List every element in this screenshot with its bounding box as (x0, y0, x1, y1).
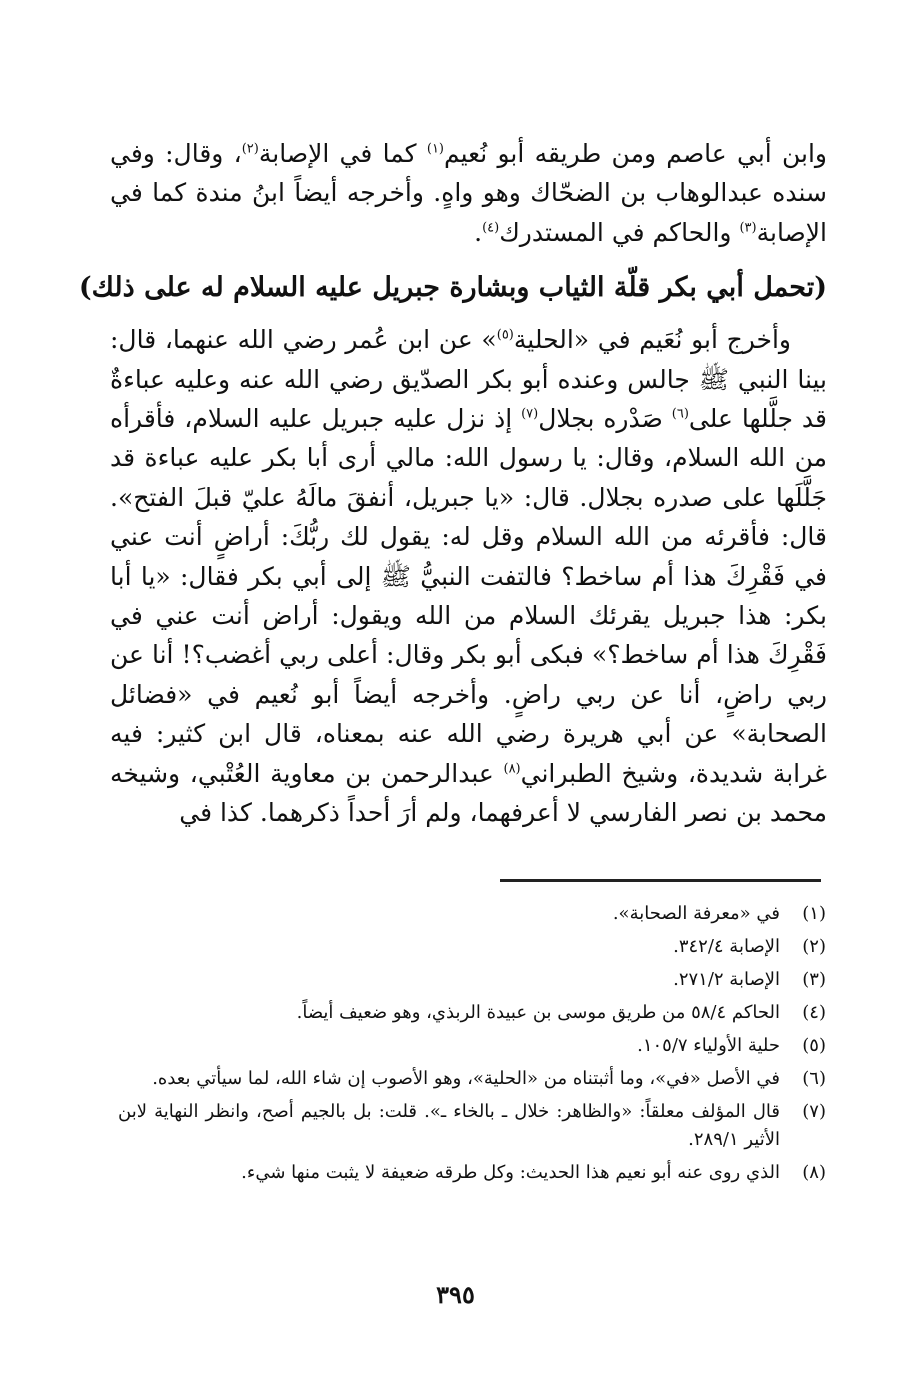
section-paragraph (110, 320, 827, 832)
intro-text-c: ، وقال: وفي سنده عبدالوهاب بن الضحّاك وهو واهٍ. وأخرجه أيضاً ابنُ مندة كما في الإصابة (110, 139, 827, 247)
footnote-item (118, 900, 826, 928)
intro-text-b: كما في الإصابة (258, 139, 427, 168)
footnote-number: (٦) (802, 1068, 826, 1089)
footnote-text: الإصابة ٣٤٢/٤. (673, 936, 780, 957)
footnote-ref-3: (٣) (739, 220, 757, 236)
footnote-item (118, 966, 826, 994)
footnote-ref-5: (٥) (496, 327, 514, 343)
footnote-text: قال المؤلف معلقاً: «والظاهر: خلال ـ بالخاء ـ». قلت: بل بالجيم أصح، وانظر النهاية لابن الأثير ٢٨٩/١. (118, 1101, 780, 1150)
footnote-separator (500, 879, 821, 882)
section-text-b: » عن ابن عُمر رضي الله عنهما، قال: بينا النبي ﷺ جالس وعنده أبو بكر الصدّيق رضي الله عنه وعليه عباءةٌ قد جلَّلها على (110, 325, 827, 434)
intro-text-e: . (474, 217, 483, 247)
footnote-item (118, 1032, 826, 1060)
main-text (78, 134, 828, 833)
footnote-number: (٢) (802, 936, 826, 957)
section-text-c: صَدْره بجلال (538, 404, 672, 434)
footnote-text: حلية الأولياء ١٠٥/٧. (637, 1035, 780, 1056)
footnote-number: (٤) (802, 1002, 826, 1023)
footnote-ref-1: (١) (426, 141, 444, 157)
footnote-item (118, 1065, 826, 1093)
footnote-item (118, 1098, 826, 1154)
footnote-item (118, 999, 826, 1027)
footnote-text: في «معرفة الصحابة». (612, 903, 780, 924)
footnote-number: (٧) (802, 1101, 826, 1122)
footnote-text: الذي روى عنه أبو نعيم هذا الحديث: وكل طرقه ضعيفة لا يثبت منها شيء. (241, 1162, 780, 1183)
intro-text-d: والحاكم في المستدرك (499, 217, 740, 247)
footnote-item (118, 933, 826, 961)
footnote-text: الإصابة ٢٧١/٢. (673, 969, 780, 990)
footnote-number: (٣) (802, 969, 826, 990)
footnote-ref-8: (٨) (503, 761, 521, 777)
intro-paragraph (110, 134, 827, 252)
footnote-text: في الأصل «في»، وما أثبتناه من «الحلية»، وهو الأصوب إن شاء الله، لما سيأتي بعده. (152, 1068, 780, 1089)
section-text-a: وأخرج أبو نُعَيم في «الحلية (513, 325, 792, 355)
footnote-item (118, 1159, 826, 1187)
footnote-ref-6: (٦) (671, 406, 689, 422)
footnotes (118, 900, 826, 1192)
footnote-number: (٨) (802, 1162, 826, 1183)
section-text-e: عبدالرحمن بن معاوية العُتْبي، وشيخه محمد بن نصر الفارسي لا أعرفهما، ولم أرَ أحداً ذكرهما. كذا في (110, 758, 827, 828)
footnote-ref-4: (٤) (482, 220, 500, 236)
intro-text-a: وابن أبي عاصم ومن طريقه أبو نُعيم (444, 139, 828, 168)
page-number: ٣٩٥ (436, 1280, 475, 1309)
footnote-ref-7: (٧) (521, 406, 539, 422)
footnote-number: (١) (802, 903, 826, 924)
footnote-text: الحاكم ٥٨/٤ من طريق موسى بن عبيدة الربذي، وهو ضعيف أيضاً. (296, 1002, 780, 1023)
section-heading: (تحمل أبي بكر قلّة الثياب وبشارة جبريل عليه السلام له على ذلك) (78, 272, 827, 304)
section-text-d: إذ نزل عليه جبريل عليه السلام، فأقرأه من الله السلام، وقال: يا رسول الله: مالي أرى أبا بكر عليه عباءة قد جَلَّلَها على صدره بجلال. قال: «يا جبريل، أنفقَ مالَهُ عليّ قبلَ الفتح». قال: فأقرئه من الله السلام وقل له: يقول لك ربُّكَ: أراضٍ أنت عني في فَقْرِكَ هذا أم ساخط؟ فالتفت النبيُّ ﷺ إلى أبي بكر فقال: «يا أبا بكر: هذا جبريل يقرئك السلام من الله ويقول: أراض أنت عني في فَقْرِكَ هذا أم ساخط؟» فبكى أبو بكر وقال: أعلى ربي أغضب؟! أنا عن ربي راضٍ، أنا عن ربي راضٍ. وأخرجه أيضاً أبو نُعيم في «فضائل الصحابة» عن أبي هريرة رضي الله عنه بمعناه، قال ابن كثير: فيه غرابة شديدة، وشيخ الطبراني (110, 404, 828, 788)
footnote-number: (٥) (802, 1035, 826, 1056)
footnote-ref-2: (٢) (241, 141, 259, 157)
